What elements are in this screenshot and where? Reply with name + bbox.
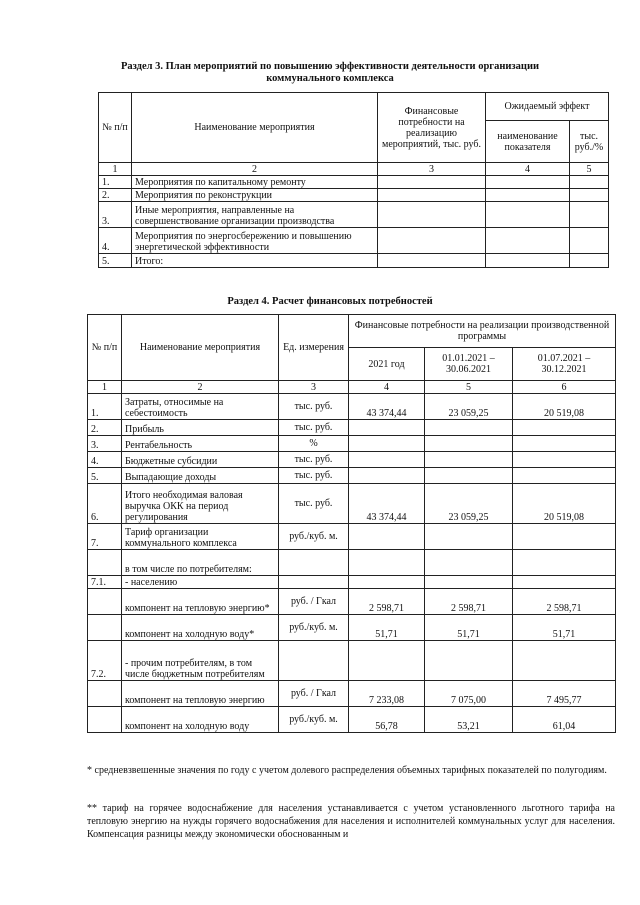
table-row [99,189,609,202]
s4-row-unit [279,550,349,576]
s4-row-num [88,550,122,576]
s4-row-unit: руб. / Гкал [279,589,349,615]
table-row [88,394,616,420]
s4-row-name: Прибыль [122,420,279,436]
s4-colnum: 5 [425,381,513,394]
s3-row-name: Иные мероприятия, направленные на совершенствование организации производства [132,202,378,228]
s4-row-value-2021: 43 374,44 [349,394,425,420]
s3-row-num: 4. [99,228,132,254]
s3-row-name: Мероприятия по капитальному ремонту [132,176,378,189]
s4-row-num: 7. [88,524,122,550]
table-row [88,615,616,641]
s4-row-value-h2: 20 519,08 [513,484,616,524]
s4-row-value-h2 [513,641,616,681]
s4-row-unit: руб./куб. м. [279,707,349,733]
section3-table [98,92,609,268]
s4-row-value-h1: 7 075,00 [425,681,513,707]
s4-row-value-h1 [425,468,513,484]
s4-row-name: Рентабельность [122,436,279,452]
s4-row-name: Итого необходимая валовая выручка ОКК на период регулирования [122,484,279,524]
section3-title-line1: Раздел 3. План мероприятий по повышению эффективности деятельности организации [120,61,540,72]
s4-row-unit: руб./куб. м. [279,524,349,550]
s4-row-name: компонент на холодную воду [122,707,279,733]
s4-row-value-h1 [425,524,513,550]
s4-row-value-h1: 23 059,25 [425,394,513,420]
s4-row-unit: руб. / Гкал [279,681,349,707]
s3-row-num: 2. [99,189,132,202]
s3-header-finance: Финансовые потребности на реализацию мероприятий, тыс. руб. [378,93,486,163]
s4-row-value-2021 [349,550,425,576]
s4-row-value-2021 [349,524,425,550]
section3-title-line2: коммунального комплекса [266,73,394,84]
s4-row-value-h1 [425,436,513,452]
s4-row-value-h1: 23 059,25 [425,484,513,524]
s4-body [88,394,616,733]
s4-row-unit: тыс. руб. [279,468,349,484]
s3-header-name: Наименование мероприятия [132,93,378,163]
s4-header-period: 01.01.2021 – 30.06.2021 [425,348,513,381]
s4-row-num: 7.1. [88,576,122,589]
s3-row-num: 5. [99,254,132,268]
s4-header-period: 01.07.2021 – 30.12.2021 [513,348,616,381]
table-row [88,641,616,681]
s4-row-unit [279,576,349,589]
table-row [88,576,616,589]
table-row [99,176,609,189]
s4-row-value-h1 [425,576,513,589]
s3-colnum: 1 [99,163,132,176]
footnote-1: * средневзвешенные значения по году с учетом долевого распределения объемных тарифных показателей по полугодиям. [87,765,607,776]
table-row [99,202,609,228]
table-row [88,468,616,484]
s4-row-unit: тыс. руб. [279,452,349,468]
s4-row-value-h1 [425,550,513,576]
s4-row-value-h1: 2 598,71 [425,589,513,615]
s4-row-value-h2 [513,524,616,550]
s4-colnum: 3 [279,381,349,394]
table-row [88,420,616,436]
s4-row-value-h1 [425,641,513,681]
s4-row-value-2021 [349,576,425,589]
s4-row-num: 6. [88,484,122,524]
s3-row-num: 1. [99,176,132,189]
s4-row-num [88,615,122,641]
s4-row-unit: руб./куб. м. [279,615,349,641]
s3-colnum: 2 [132,163,378,176]
s4-header-unit: Ед. измерения [279,315,349,381]
table-row [88,484,616,524]
s4-row-name: компонент на тепловую энергию* [122,589,279,615]
s4-row-name: Выпадающие доходы [122,468,279,484]
s4-row-name: Бюджетные субсидии [122,452,279,468]
s3-header-effect-name: наименование показателя [486,121,570,163]
table-row [88,707,616,733]
s4-row-value-h2 [513,452,616,468]
section4-table [87,314,616,733]
s4-row-value-2021 [349,468,425,484]
s4-row-value-h2: 20 519,08 [513,394,616,420]
s4-row-name: Тариф организации коммунального комплекса [122,524,279,550]
s4-row-name: компонент на холодную воду* [122,615,279,641]
s4-row-num: 7.2. [88,641,122,681]
s4-row-value-h1: 53,21 [425,707,513,733]
s4-row-value-h2: 61,04 [513,707,616,733]
s4-row-value-2021 [349,436,425,452]
s4-row-value-h2: 7 495,77 [513,681,616,707]
s4-row-name: компонент на тепловую энергию [122,681,279,707]
s4-row-value-h2 [513,468,616,484]
s4-header-name: Наименование мероприятия [122,315,279,381]
s4-row-value-2021: 43 374,44 [349,484,425,524]
s4-row-value-h1 [425,452,513,468]
s3-row-name: Мероприятия по реконструкции [132,189,378,202]
s4-row-value-2021: 56,78 [349,707,425,733]
s4-row-unit: тыс. руб. [279,420,349,436]
s4-row-value-h2 [513,420,616,436]
s4-header-num: № п/п [88,315,122,381]
s4-row-value-h2: 51,71 [513,615,616,641]
s4-row-num: 4. [88,452,122,468]
s4-row-name: - прочим потребителям, в том числе бюджетным потребителям [122,641,279,681]
s4-row-value-2021: 51,71 [349,615,425,641]
s3-header-effect: Ожидаемый эффект [486,93,609,121]
s4-row-value-2021: 7 233,08 [349,681,425,707]
s4-row-value-2021: 2 598,71 [349,589,425,615]
s4-row-value-h2 [513,576,616,589]
s4-header-period: 2021 год [349,348,425,381]
s4-row-name: Затраты, относимые на себестоимость [122,394,279,420]
s4-colnum: 1 [88,381,122,394]
table-row [88,681,616,707]
s4-row-num [88,589,122,615]
s4-row-num: 5. [88,468,122,484]
s4-row-name: - населению [122,576,279,589]
s3-header-num: № п/п [99,93,132,163]
s3-colnum: 5 [570,163,609,176]
s4-row-unit: тыс. руб. [279,394,349,420]
s4-row-value-h2 [513,550,616,576]
footnote-2: ** тариф на горячее водоснабжение для населения устанавливается с учетом установленного льготного тарифа на тепловую энергию на нужды горячего водоснабжения для населения и исполнителей коммунальных услуг для населения. Компенсация разницы между экономически обоснованным и [87,803,615,840]
s4-row-value-2021 [349,420,425,436]
s4-colnum: 6 [513,381,616,394]
section4-title: Раздел 4. Расчет финансовых потребностей [227,296,433,307]
s3-colnum: 4 [486,163,570,176]
s3-row-name: Итого: [132,254,378,268]
section3-title [110,61,550,85]
table-row [88,550,616,576]
s4-row-num: 2. [88,420,122,436]
table-row [88,452,616,468]
s3-header-effect-value: тыс. руб./% [570,121,609,163]
s4-row-unit: % [279,436,349,452]
s3-row-num: 3. [99,202,132,228]
s4-row-unit: тыс. руб. [279,484,349,524]
s4-row-value-2021 [349,641,425,681]
s4-row-num: 1. [88,394,122,420]
s4-colnum: 4 [349,381,425,394]
table-row [88,589,616,615]
s4-colnum: 2 [122,381,279,394]
s4-row-num [88,707,122,733]
s4-row-name: в том числе по потребителям: [122,550,279,576]
s4-row-unit [279,641,349,681]
table-row [99,254,609,268]
table-row [99,228,609,254]
table-row [88,524,616,550]
s4-row-num [88,681,122,707]
table-row [88,436,616,452]
s4-header-finance: Финансовые потребности на реализации производственной программы [349,315,616,348]
s3-colnum: 3 [378,163,486,176]
s3-row-name: Мероприятия по энергосбережению и повышению энергетической эффективности [132,228,378,254]
s4-row-value-h2: 2 598,71 [513,589,616,615]
s4-row-value-h2 [513,436,616,452]
s4-row-num: 3. [88,436,122,452]
s4-row-value-h1 [425,420,513,436]
s4-row-value-h1: 51,71 [425,615,513,641]
s4-row-value-2021 [349,452,425,468]
